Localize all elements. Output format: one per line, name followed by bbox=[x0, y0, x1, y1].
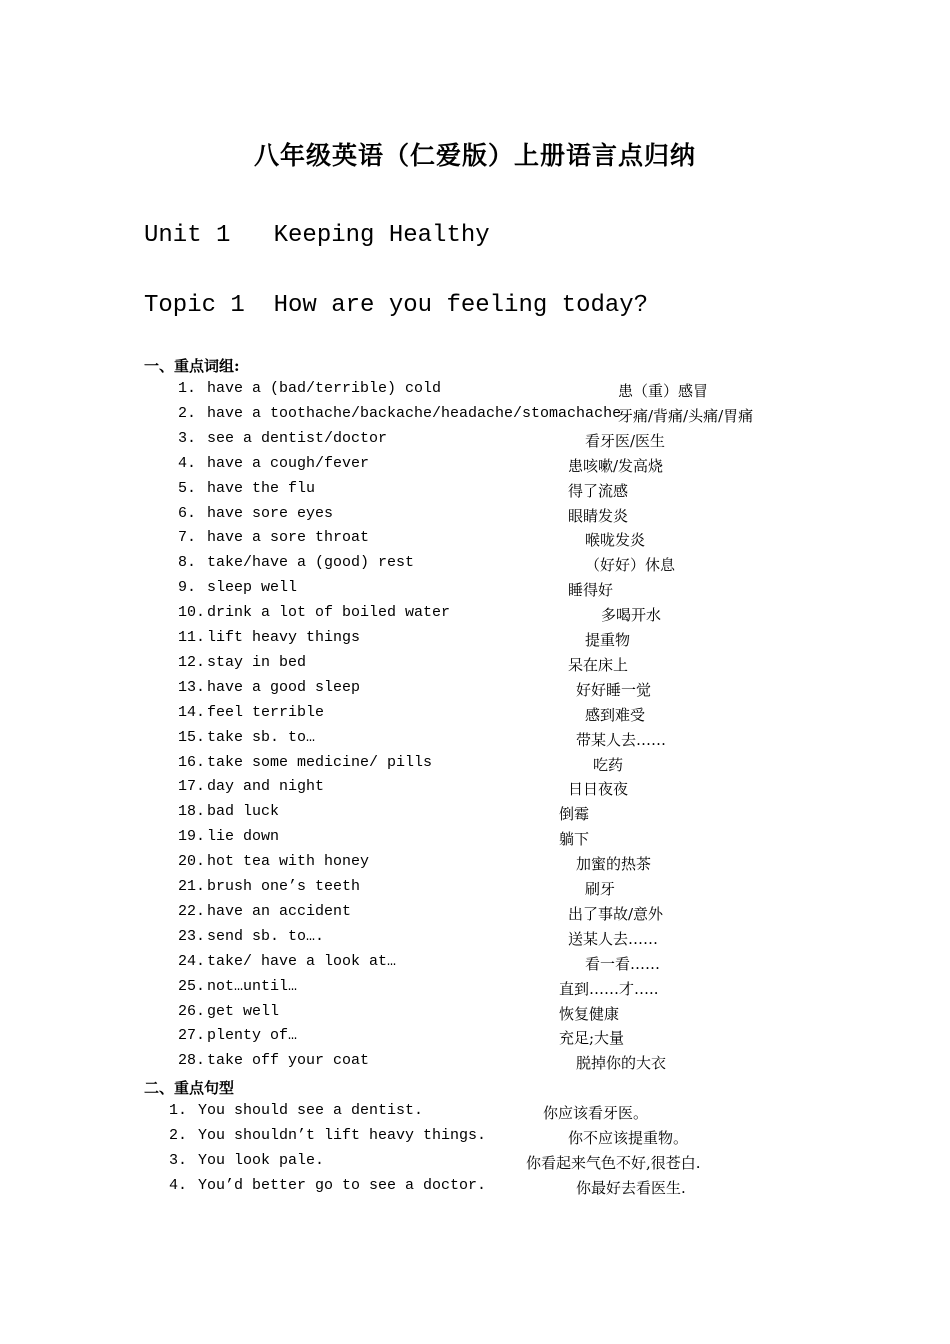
english-text: day and night bbox=[207, 778, 325, 796]
english-text: plenty of… bbox=[207, 1027, 298, 1045]
item-number: 25. bbox=[178, 977, 206, 995]
phrase-item bbox=[0, 455, 950, 480]
english-text: stay in bed bbox=[207, 653, 307, 671]
phrase-item bbox=[0, 1052, 950, 1077]
english-text: brush one’s teeth bbox=[207, 878, 361, 895]
chinese-translation: 带某人去…… bbox=[576, 730, 667, 749]
phrase-item bbox=[0, 704, 950, 729]
chinese-translation: 日日夜夜 bbox=[568, 780, 629, 799]
english-text: hot tea with honey bbox=[207, 853, 370, 871]
phrase-item bbox=[0, 430, 950, 455]
english-text: have the flu bbox=[207, 479, 316, 497]
chinese-translation: 提重物 bbox=[585, 631, 631, 649]
english-text: see a dentist/doctor bbox=[207, 429, 388, 447]
item-number: 2. bbox=[169, 1126, 188, 1144]
chinese-translation: 感到难受 bbox=[585, 705, 646, 724]
chinese-translation: 你最好去看医生. bbox=[576, 1178, 686, 1197]
english-text: have a good sleep bbox=[207, 678, 361, 696]
phrase-item bbox=[0, 953, 950, 978]
chinese-translation: 出了事故/意外 bbox=[568, 904, 664, 923]
english-text: take/have a (good) rest bbox=[207, 554, 415, 572]
chinese-translation: 看一看…… bbox=[585, 954, 661, 973]
item-number: 19. bbox=[178, 828, 206, 846]
sentence-item bbox=[0, 1152, 950, 1177]
phrase-item bbox=[0, 1003, 950, 1028]
phrase-item bbox=[0, 928, 950, 953]
phrase-item bbox=[0, 853, 950, 878]
item-number: 28. bbox=[178, 1052, 206, 1070]
item-number: 3. bbox=[169, 1151, 188, 1169]
english-text: not…until… bbox=[207, 977, 298, 995]
item-number: 3. bbox=[178, 429, 197, 447]
phrase-item bbox=[0, 529, 950, 554]
phrase-item bbox=[0, 729, 950, 754]
phrase-item bbox=[0, 778, 950, 803]
chinese-translation: 吃药 bbox=[593, 755, 624, 774]
phrase-item bbox=[0, 579, 950, 604]
english-text: drink a lot of boiled water bbox=[207, 604, 451, 622]
english-text: take off your coat bbox=[207, 1052, 370, 1070]
chinese-translation: 牙痛/背痛/头痛/胃痛 bbox=[618, 406, 754, 425]
phrase-item bbox=[0, 679, 950, 704]
item-number: 15. bbox=[178, 728, 206, 746]
english-text: take some medicine/ pills bbox=[207, 753, 433, 771]
item-number: 21. bbox=[178, 878, 206, 895]
phrase-item bbox=[0, 380, 950, 405]
item-number: 26. bbox=[178, 1002, 206, 1020]
item-number: 22. bbox=[178, 902, 206, 920]
chinese-translation: 直到……才….. bbox=[559, 979, 659, 998]
item-number: 10. bbox=[178, 604, 206, 622]
sentence-item bbox=[0, 1177, 950, 1202]
chinese-translation: 加蜜的热茶 bbox=[576, 855, 652, 874]
chinese-translation: 恢复健康 bbox=[559, 1004, 620, 1023]
phrase-item bbox=[0, 505, 950, 530]
item-number: 8. bbox=[178, 554, 197, 572]
item-number: 4. bbox=[169, 1176, 188, 1194]
item-number: 14. bbox=[178, 703, 206, 721]
chinese-translation: （好好）休息 bbox=[585, 556, 676, 575]
chinese-translation: 喉咙发炎 bbox=[585, 531, 646, 550]
english-text: have a cough/fever bbox=[207, 454, 370, 472]
phrase-item bbox=[0, 480, 950, 505]
section-heading-phrases: 一、重点词组: bbox=[144, 357, 240, 375]
english-text: bad luck bbox=[207, 803, 280, 821]
item-number: 6. bbox=[178, 504, 197, 522]
english-text: take/ have a look at… bbox=[207, 952, 397, 970]
english-text: have a toothache/backache/headache/stomachache bbox=[207, 404, 622, 422]
phrase-item bbox=[0, 878, 950, 903]
english-text: You should see a dentist. bbox=[198, 1102, 424, 1119]
chinese-translation: 充足;大量 bbox=[559, 1029, 625, 1048]
phrase-item bbox=[0, 1027, 950, 1052]
item-number: 17. bbox=[178, 778, 206, 796]
chinese-translation: 呆在床上 bbox=[568, 655, 629, 674]
chinese-translation: 你不应该提重物。 bbox=[568, 1128, 689, 1147]
english-text: lift heavy things bbox=[207, 629, 361, 646]
phrase-item bbox=[0, 828, 950, 853]
item-number: 1. bbox=[169, 1102, 188, 1119]
chinese-translation: 送某人去…… bbox=[568, 929, 659, 948]
chinese-translation: 脱掉你的大衣 bbox=[576, 1054, 667, 1073]
phrase-item bbox=[0, 629, 950, 654]
phrase-item bbox=[0, 554, 950, 579]
english-text: You’d better go to see a doctor. bbox=[198, 1176, 487, 1194]
chinese-translation: 看牙医/医生 bbox=[585, 431, 666, 450]
item-number: 11. bbox=[178, 629, 206, 646]
item-number: 9. bbox=[178, 579, 197, 597]
item-number: 23. bbox=[178, 927, 206, 945]
item-number: 13. bbox=[178, 678, 206, 696]
item-number: 5. bbox=[178, 479, 197, 497]
english-text: You shouldn’t lift heavy things. bbox=[198, 1126, 487, 1144]
chinese-translation: 你看起来气色不好,很苍白. bbox=[526, 1153, 701, 1172]
chinese-translation: 刷牙 bbox=[585, 880, 616, 898]
english-text: You look pale. bbox=[198, 1151, 325, 1169]
item-number: 27. bbox=[178, 1027, 206, 1045]
chinese-translation: 患（重）感冒 bbox=[618, 382, 709, 400]
phrase-item bbox=[0, 803, 950, 828]
item-number: 18. bbox=[178, 803, 206, 821]
english-text: have a (bad/terrible) cold bbox=[207, 380, 442, 397]
sentence-item bbox=[0, 1102, 950, 1127]
phrase-item bbox=[0, 754, 950, 779]
chinese-translation: 躺下 bbox=[559, 830, 590, 849]
sentence-item bbox=[0, 1127, 950, 1152]
phrase-item bbox=[0, 978, 950, 1003]
phrase-item bbox=[0, 604, 950, 629]
english-text: feel terrible bbox=[207, 703, 325, 721]
item-number: 20. bbox=[178, 853, 206, 871]
chinese-translation: 好好睡一觉 bbox=[576, 680, 652, 699]
item-number: 1. bbox=[178, 380, 197, 397]
chinese-translation: 得了流感 bbox=[568, 481, 629, 500]
unit-heading: Unit 1 Keeping Healthy bbox=[144, 222, 490, 249]
english-text: lie down bbox=[207, 828, 280, 846]
section-heading-sentences: 二、重点句型 bbox=[144, 1079, 235, 1097]
chinese-translation: 睡得好 bbox=[568, 581, 614, 600]
english-text: sleep well bbox=[207, 579, 298, 597]
phrase-item bbox=[0, 405, 950, 430]
phrase-item bbox=[0, 903, 950, 928]
english-text: have a sore throat bbox=[207, 529, 370, 547]
chinese-translation: 多喝开水 bbox=[601, 606, 662, 625]
chinese-translation: 你应该看牙医。 bbox=[543, 1104, 649, 1122]
phrase-item bbox=[0, 654, 950, 679]
item-number: 4. bbox=[178, 454, 197, 472]
chinese-translation: 患咳嗽/发高烧 bbox=[568, 456, 664, 475]
english-text: get well bbox=[207, 1002, 280, 1020]
english-text: send sb. to…. bbox=[207, 927, 325, 945]
english-text: have an accident bbox=[207, 902, 352, 920]
item-number: 7. bbox=[178, 529, 197, 547]
chinese-translation: 眼睛发炎 bbox=[568, 506, 629, 525]
topic-heading: Topic 1 How are you feeling today? bbox=[144, 292, 649, 319]
item-number: 12. bbox=[178, 653, 206, 671]
english-text: take sb. to… bbox=[207, 728, 316, 746]
item-number: 24. bbox=[178, 952, 206, 970]
english-text: have sore eyes bbox=[207, 504, 334, 522]
item-number: 2. bbox=[178, 404, 197, 422]
chinese-translation: 倒霉 bbox=[559, 805, 590, 824]
item-number: 16. bbox=[178, 753, 206, 771]
page-title: 八年级英语（仁爱版）上册语言点归纳 bbox=[253, 141, 696, 170]
